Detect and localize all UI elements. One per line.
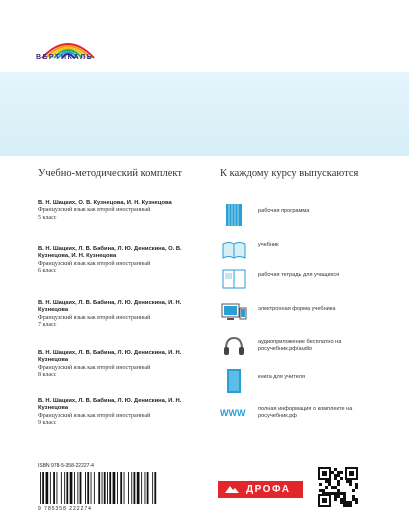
book-entry [38,300,208,330]
book-grade: 7 класс [38,322,57,329]
decorative-band [0,72,409,156]
devices-icon [220,300,248,326]
book-authors: В. Н. Шацких, О. В. Кузнецова, И. Н. Кузнецова [38,200,172,206]
component-label: книга для учителя [258,374,305,380]
program-book-icon [220,202,248,228]
workbook-icon [220,266,248,292]
publisher-logo [218,481,303,498]
book-authors: В. Н. Шацких, Л. В. Бабина, Л. Ю. Денискина, И. Н. Кузнецова [38,300,182,314]
book-grade: 5 класс [38,214,57,221]
book-entry [38,398,208,428]
component-item [220,333,390,361]
component-label: аудиоприложение бесплатно на росучебник.рф/audio [258,339,342,352]
textbook-icon [220,236,248,262]
component-item [220,202,390,230]
book-grade: 6 класс [38,268,57,275]
www-icon: WWW [220,408,246,418]
teacher-book-icon [220,368,248,394]
component-item [220,236,390,264]
barcode-digits: 9 785358 222274 [38,506,92,512]
component-label: полная информация о комплекте на росучебник.рф [258,406,353,419]
book-entry [38,246,208,276]
barcode-icon [38,472,158,504]
book-subject: Французский язык как второй иностранный [38,207,151,214]
publisher-name: ДРОФА [246,484,291,495]
book-authors: В. Н. Шацких, Л. В. Бабина, Л. Ю. Денискина, О. В. Кузнецова, И. Н. Кузнецова [38,246,182,260]
component-label: электронная форма учебника [258,306,336,312]
components-heading: К каждому курсу выпускаются [220,168,359,179]
qr-code-icon [318,467,358,507]
book-subject: Французский язык как второй иностранный [38,364,151,371]
book-authors: В. Н. Шацких, Л. В. Бабина, Л. Ю. Денискина, И. Н. Кузнецова [38,350,182,364]
book-subject: Французский язык как второй иностранный [38,412,151,419]
logo-wordmark: ВЕРТИКАЛЬ [36,54,94,61]
book-grade: 9 класс [38,420,57,427]
component-item [220,400,390,428]
book-authors: В. Н. Шацких, Л. В. Бабина, Л. Ю. Денискина, И. Н. Кузнецова [38,398,182,412]
book-subject: Французский язык как второй иностранный [38,260,151,267]
headphones-icon [220,333,248,359]
kit-heading: Учебно-методический комплект [38,168,182,179]
book-subject: Французский язык как второй иностранный [38,314,151,321]
component-item [220,368,390,396]
publisher-emblem-icon [224,484,240,495]
component-label: рабочая тетрадь для учащихся [258,272,340,278]
component-item [220,300,390,328]
book-grade: 8 класс [38,372,57,379]
book-entry [38,350,208,380]
book-entry [38,200,208,222]
isbn-text: ISBN 978-5-358-22227-4 [38,463,94,469]
component-label: учебник [258,242,279,248]
component-label: рабочая программа [258,208,310,214]
component-item [220,266,390,294]
